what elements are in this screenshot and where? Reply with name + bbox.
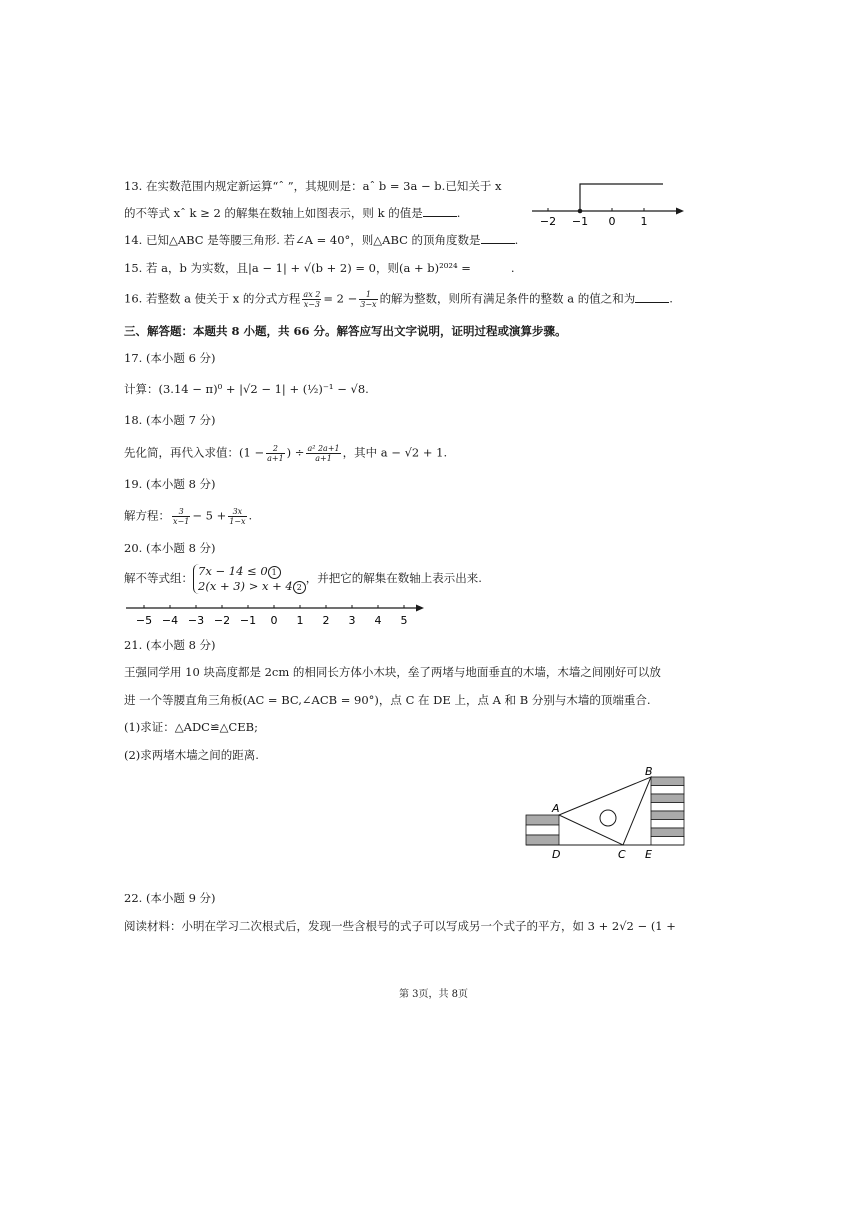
circled-number: 1 [268, 566, 281, 579]
q20-post: ，并把它的解集在数轴上表示出来. [305, 571, 482, 585]
right-wall [651, 777, 684, 845]
axis-label: −2 [213, 614, 231, 627]
q21-sub1: (1)求证：△ADC≌△CEB; [124, 720, 258, 734]
axis-label: −3 [187, 614, 205, 627]
q16-end: . [669, 291, 673, 306]
q20-text [124, 564, 482, 594]
q17-heading: 17. (本小题 6 分) [124, 351, 216, 365]
fraction-denominator: x−3 [303, 300, 321, 309]
point-label-c: C [618, 848, 626, 861]
point-label-a: A [552, 802, 560, 815]
ruler-hole [600, 810, 616, 826]
q15-end: . [510, 261, 515, 275]
fraction-denominator: 1−x [229, 517, 246, 526]
q18-text [124, 444, 447, 463]
fraction [172, 507, 190, 526]
axis-label: −5 [135, 614, 153, 627]
q21-heading: 21. (本小题 8 分) [124, 638, 216, 652]
q13-line2-text: 的不等式 xˆ k ≥ 2 的解集在数轴上如图表示，则 k 的值是 [124, 206, 423, 220]
axis-label: 5 [400, 614, 408, 627]
q22-heading: 22. (本小题 9 分) [124, 891, 216, 905]
q18-mid: ) ÷ [286, 445, 305, 460]
fraction [302, 290, 321, 309]
point-label-b: B [645, 765, 653, 778]
q16-pre: 16. 若整数 a 使关于 x 的分式方程 [124, 291, 301, 306]
q13-line2-end: . [456, 206, 461, 220]
point-label-d: D [552, 848, 561, 861]
axis-label: 1 [640, 215, 648, 228]
q21-para1: 王强同学用 10 块高度都是 2cm 的相同长方体小木块，垒了两堵与地面垂直的木墙，木墙之间刚好可以放 [124, 665, 661, 679]
q17-text: 计算：(3.14 − π)⁰ + |√2 − 1| + (½)⁻¹ − √8. [124, 382, 369, 396]
fraction [306, 444, 340, 463]
q20-pre: 解不等式组： [124, 571, 193, 585]
q14-end: . [514, 233, 519, 247]
q15-text: 15. 若 a，b 为实数，且|a − 1| + √(b + 2) = 0，则(a + b)²⁰²⁴ = [124, 261, 471, 275]
axis-label: −4 [161, 614, 179, 627]
q13-line2 [124, 205, 460, 221]
fraction [359, 290, 377, 309]
axis-label: −2 [539, 215, 557, 228]
axis-label: 3 [348, 614, 356, 627]
q19-text [124, 507, 252, 526]
q22-para1: 阅读材料：小明在学习二次根式后，发现一些含根号的式子可以写成另一个式子的平方，如 3 + 2√2 − (1 + [124, 919, 676, 933]
fraction-numerator: 3 [172, 507, 190, 517]
q20-heading: 20. (本小题 8 分) [124, 541, 216, 555]
fraction-numerator: 2 [266, 444, 285, 454]
fraction [228, 507, 246, 526]
axis-label: −1 [571, 215, 589, 228]
solution-ray [580, 184, 663, 211]
axis-label: 1 [296, 614, 304, 627]
fraction-numerator: 1 [359, 290, 377, 300]
point-label-e: E [645, 848, 652, 861]
fraction-denominator: x−1 [173, 517, 190, 526]
left-wall [526, 815, 559, 845]
q21-diagram [520, 762, 695, 862]
axis-label: 2 [322, 614, 330, 627]
q16-mid: = 2 − [323, 291, 358, 306]
circled-number: 2 [293, 581, 306, 594]
q18-heading: 18. (本小题 7 分) [124, 413, 216, 427]
answer-blank [481, 232, 515, 244]
page-footer: 第 3页，共 8页 [398, 989, 469, 1000]
q16 [124, 290, 673, 309]
q19-post: . [248, 508, 253, 523]
fraction-denominator: a+1 [315, 454, 332, 463]
q19-heading: 19. (本小题 8 分) [124, 477, 216, 491]
inequality-system [193, 564, 306, 594]
q15 [124, 260, 515, 276]
q13-line1: 13. 在实数范围内规定新运算“ˆ ”，其规则是：aˆ b = 3a − b.已知关于 x [124, 179, 502, 193]
section-heading: 三、解答题：本题共 8 小题，共 66 分。解答应写出文字说明，证明过程或演算步骤。 [124, 324, 567, 338]
fraction-numerator: ax 2 [303, 290, 321, 299]
q14-text: 14. 已知△ABC 是等腰三角形. 若∠A = 40°，则△ABC 的顶角度数是 [124, 233, 481, 247]
fraction-numerator: 3x [228, 507, 246, 517]
q19-mid: − 5 + [192, 508, 227, 523]
q20-number-line [124, 598, 434, 630]
q21-sub2: (2)求两堵木墙之间的距离. [124, 748, 259, 762]
axis-arrow-icon [416, 605, 424, 612]
q18-pre: 先化简，再代入求值：(1 − [124, 445, 265, 460]
q13-number-line [530, 178, 690, 230]
fraction [266, 444, 285, 463]
fraction-numerator: a² 2a+1 [307, 444, 340, 453]
fraction-denominator: a+1 [267, 454, 284, 463]
q18-post: ，其中 a − √2 + 1. [342, 445, 448, 460]
answer-blank [423, 205, 457, 217]
q14 [124, 232, 518, 248]
q19-pre: 解方程： [124, 508, 170, 523]
axis-label: 4 [374, 614, 382, 627]
inequality-2: 2(x + 3) > x + 4 [198, 579, 293, 593]
axis-label: 0 [270, 614, 278, 627]
inequality-1: 7x − 14 ≤ 0 [198, 564, 268, 578]
answer-blank [635, 291, 669, 303]
q16-post: 的解为整数，则所有满足条件的整数 a 的值之和为 [379, 291, 636, 306]
axis-label: 0 [608, 215, 616, 228]
axis-label: −1 [239, 614, 257, 627]
fraction-denominator: 3−x [360, 300, 377, 309]
q21-para2: 进 一个等腰直角三角板(AC = BC,∠ACB = 90°)，点 C 在 DE 上，点 A 和 B 分别与木墙的顶端重合. [124, 693, 651, 707]
axis-arrow-icon [676, 208, 684, 215]
